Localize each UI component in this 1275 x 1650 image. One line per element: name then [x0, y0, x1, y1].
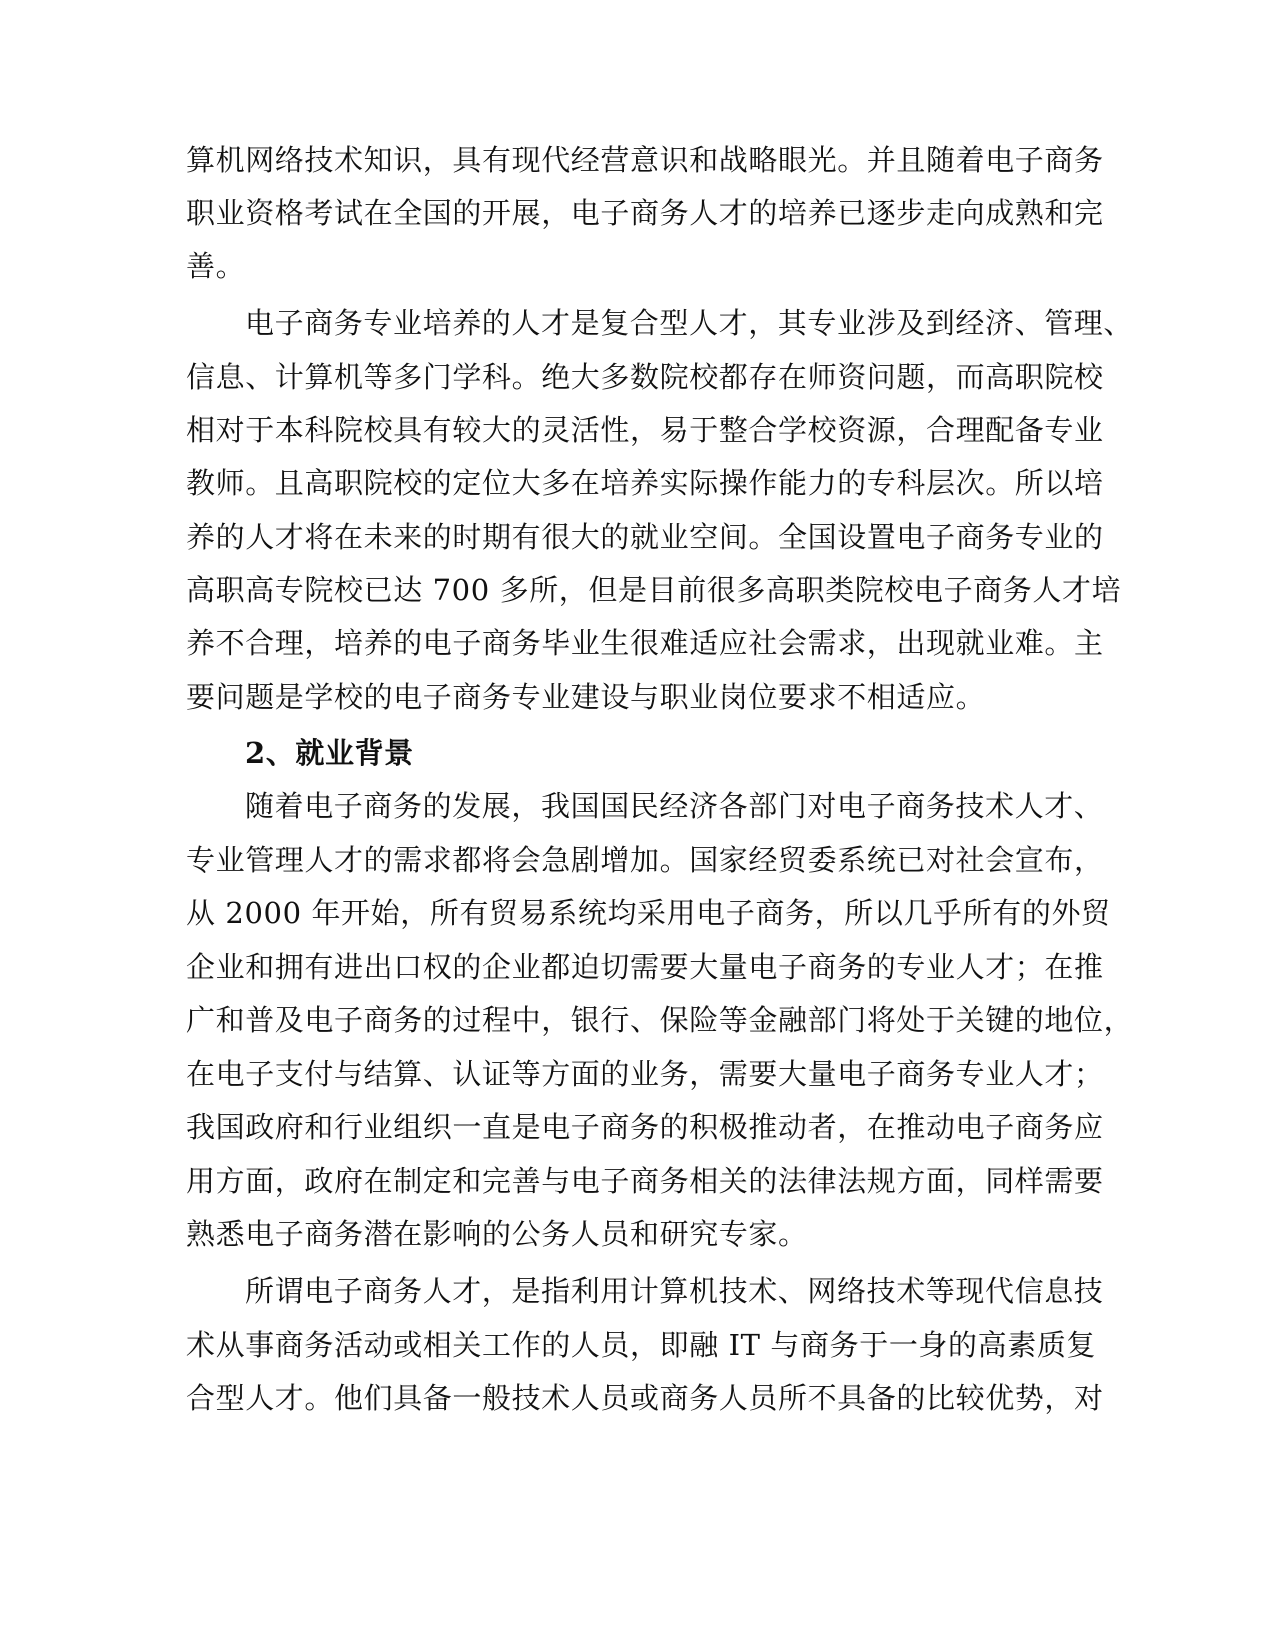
text-line: 要问题是学校的电子商务专业建设与职业岗位要求不相适应。: [186, 680, 986, 714]
paragraph-first-line: 电子商务专业培养的人才是复合型人才，其专业涉及到经济、管理、: [245, 306, 1134, 340]
text-line: 我国政府和行业组织一直是电子商务的积极推动者，在推动电子商务应: [186, 1110, 1104, 1144]
text-line: 算机网络技术知识，具有现代经营意识和战略眼光。并且随着电子商务: [186, 143, 1104, 177]
text-line: 教师。且高职院校的定位大多在培养实际操作能力的专科层次。所以培: [186, 466, 1104, 500]
text-line: 善。: [186, 249, 246, 283]
text-line: 在电子支付与结算、认证等方面的业务，需要大量电子商务专业人才；: [186, 1057, 1104, 1091]
section-heading: 2、就业背景: [245, 736, 414, 770]
text-line: 广和普及电子商务的过程中，银行、保险等金融部门将处于关键的地位，: [186, 1003, 1134, 1037]
paragraph-first-line: 所谓电子商务人才，是指利用计算机技术、网络技术等现代信息技: [245, 1274, 1104, 1308]
text-line: 信息、计算机等多门学科。绝大多数院校都存在师资问题，而高职院校: [186, 360, 1104, 394]
paragraph-first-line: 随着电子商务的发展，我国国民经济各部门对电子商务技术人才、: [245, 789, 1104, 823]
text-line: 高职高专院校已达 700 多所，但是目前很多高职类院校电子商务人才培: [186, 573, 1122, 607]
text-line: 专业管理人才的需求都将会急剧增加。国家经贸委系统已对社会宣布，: [186, 843, 1104, 877]
text-line: 术从事商务活动或相关工作的人员，即融 IT 与商务于一身的高素质复: [186, 1328, 1097, 1362]
text-line: 用方面，政府在制定和完善与电子商务相关的法律法规方面，同样需要: [186, 1164, 1104, 1198]
text-line: 职业资格考试在全国的开展，电子商务人才的培养已逐步走向成熟和完: [186, 196, 1104, 230]
text-line: 熟悉电子商务潜在影响的公务人员和研究专家。: [186, 1217, 808, 1251]
text-line: 合型人才。他们具备一般技术人员或商务人员所不具备的比较优势，对: [186, 1381, 1104, 1415]
text-line: 从 2000 年开始，所有贸易系统均采用电子商务，所以几乎所有的外贸: [186, 896, 1111, 930]
text-line: 养的人才将在未来的时期有很大的就业空间。全国设置电子商务专业的: [186, 520, 1104, 554]
text-line: 企业和拥有进出口权的企业都迫切需要大量电子商务的专业人才；在推: [186, 950, 1104, 984]
text-line: 相对于本科院校具有较大的灵活性，易于整合学校资源，合理配备专业: [186, 413, 1104, 447]
text-line: 养不合理，培养的电子商务毕业生很难适应社会需求，出现就业难。主: [186, 626, 1104, 660]
